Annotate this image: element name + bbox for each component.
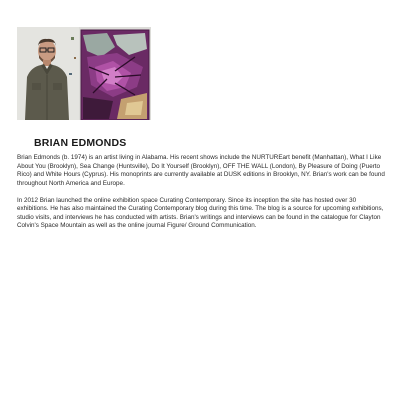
artist-name: BRIAN EDMONDS bbox=[34, 137, 127, 149]
bio-paragraph: In 2012 Brian launched the online exhibition space Curating Contemporary. Since its inception the site has hosted over 30 exhibitions. He has also maintained the Curating Contemporary blog during this time. The blog is a source for upcoming exhibitions, studio visits, and interviews he has conducted with artists. Brian's writings and interviews can be found in the catalogue for Clayton Colvin's Space Mountain as well as the online journal Figure/ Ground Communication. bbox=[17, 196, 384, 230]
artist-photo bbox=[17, 27, 151, 120]
bio-paragraph: Brian Edmonds (b. 1974) is an artist living in Alabama. His recent shows include the NURTUREart benefit (Manhattan), What I Like About You (Brooklyn), Sea Change (Huntsville), Do It Yourself (Brooklyn), OFF THE WALL (London), By Pleasure of Doing (Puerto Rico) and White Hours (Cyprus). His monoprints are currently available at DUSK editions in Brooklyn, NY. Brian's work can be found throughout North America and Europe. bbox=[17, 154, 385, 187]
artist-bio bbox=[17, 154, 389, 231]
